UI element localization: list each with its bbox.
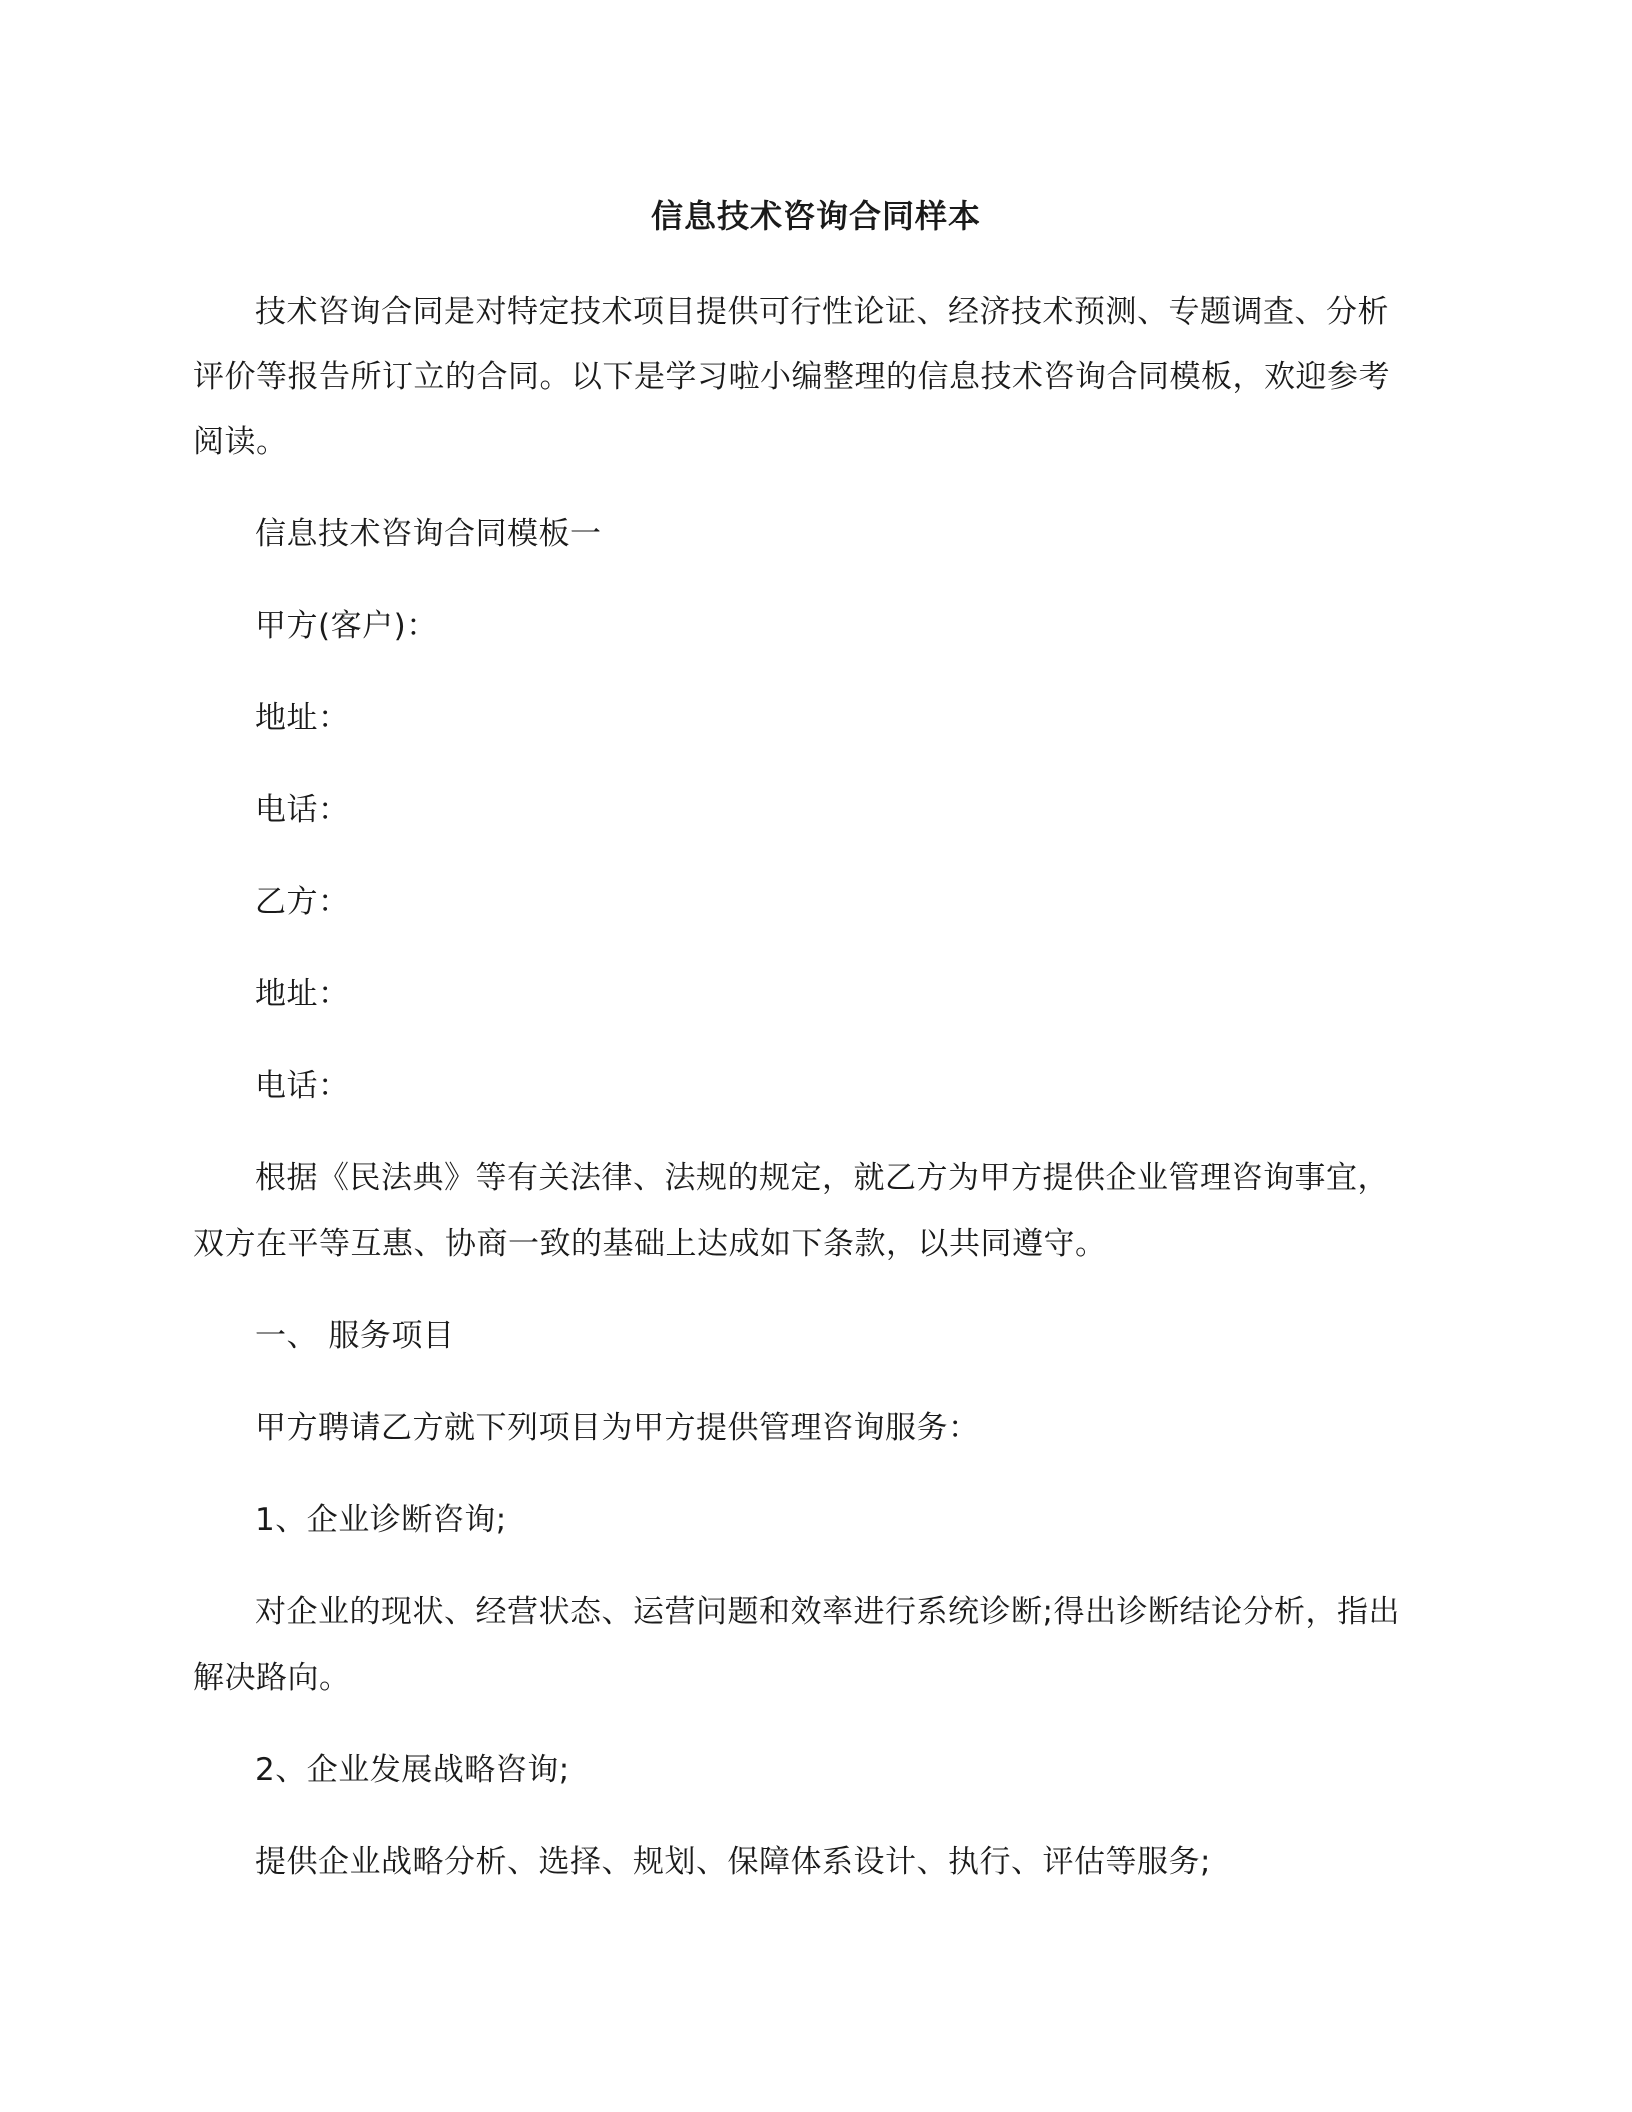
item-1-desc-line-1: 对企业的现状、经营状态、运营问题和效率进行系统诊断;得出诊断结论分析，指出 xyxy=(255,1594,1400,1630)
party-b-phone-label: 电话： xyxy=(255,1068,350,1104)
party-b-address-label: 地址： xyxy=(255,976,350,1012)
party-a-phone-label: 电话： xyxy=(255,792,350,828)
intro-line-2: 评价等报告所订立的合同。以下是学习啦小编整理的信息技术咨询合同模板，欢迎参考 xyxy=(193,359,1390,395)
item-1-desc-line-2: 解决路向。 xyxy=(193,1660,351,1696)
item-2-title: 2、企业发展战略咨询; xyxy=(255,1752,570,1788)
document-title: 信息技术咨询合同样本 xyxy=(650,197,981,235)
party-b-label: 乙方： xyxy=(255,884,350,920)
basis-line-2: 双方在平等互惠、协商一致的基础上达成如下条款，以共同遵守。 xyxy=(193,1226,1107,1262)
item-1-title: 1、企业诊断咨询; xyxy=(255,1502,507,1538)
intro-line-3: 阅读。 xyxy=(193,424,288,460)
party-a-address-label: 地址： xyxy=(255,700,350,736)
party-a-label: 甲方(客户)： xyxy=(255,608,438,644)
basis-line-1: 根据《民法典》等有关法律、法规的规定，就乙方为甲方提供企业管理咨询事宜， xyxy=(255,1160,1389,1196)
template-heading: 信息技术咨询合同模板一 xyxy=(255,516,602,552)
section-1-lead: 甲方聘请乙方就下列项目为甲方提供管理咨询服务： xyxy=(255,1410,980,1446)
section-1-heading: 一、 服务项目 xyxy=(255,1318,455,1354)
intro-line-1: 技术咨询合同是对特定技术项目提供可行性论证、经济技术预测、专题调查、分析 xyxy=(255,294,1389,330)
item-2-desc: 提供企业战略分析、选择、规划、保障体系设计、执行、评估等服务; xyxy=(255,1844,1211,1880)
